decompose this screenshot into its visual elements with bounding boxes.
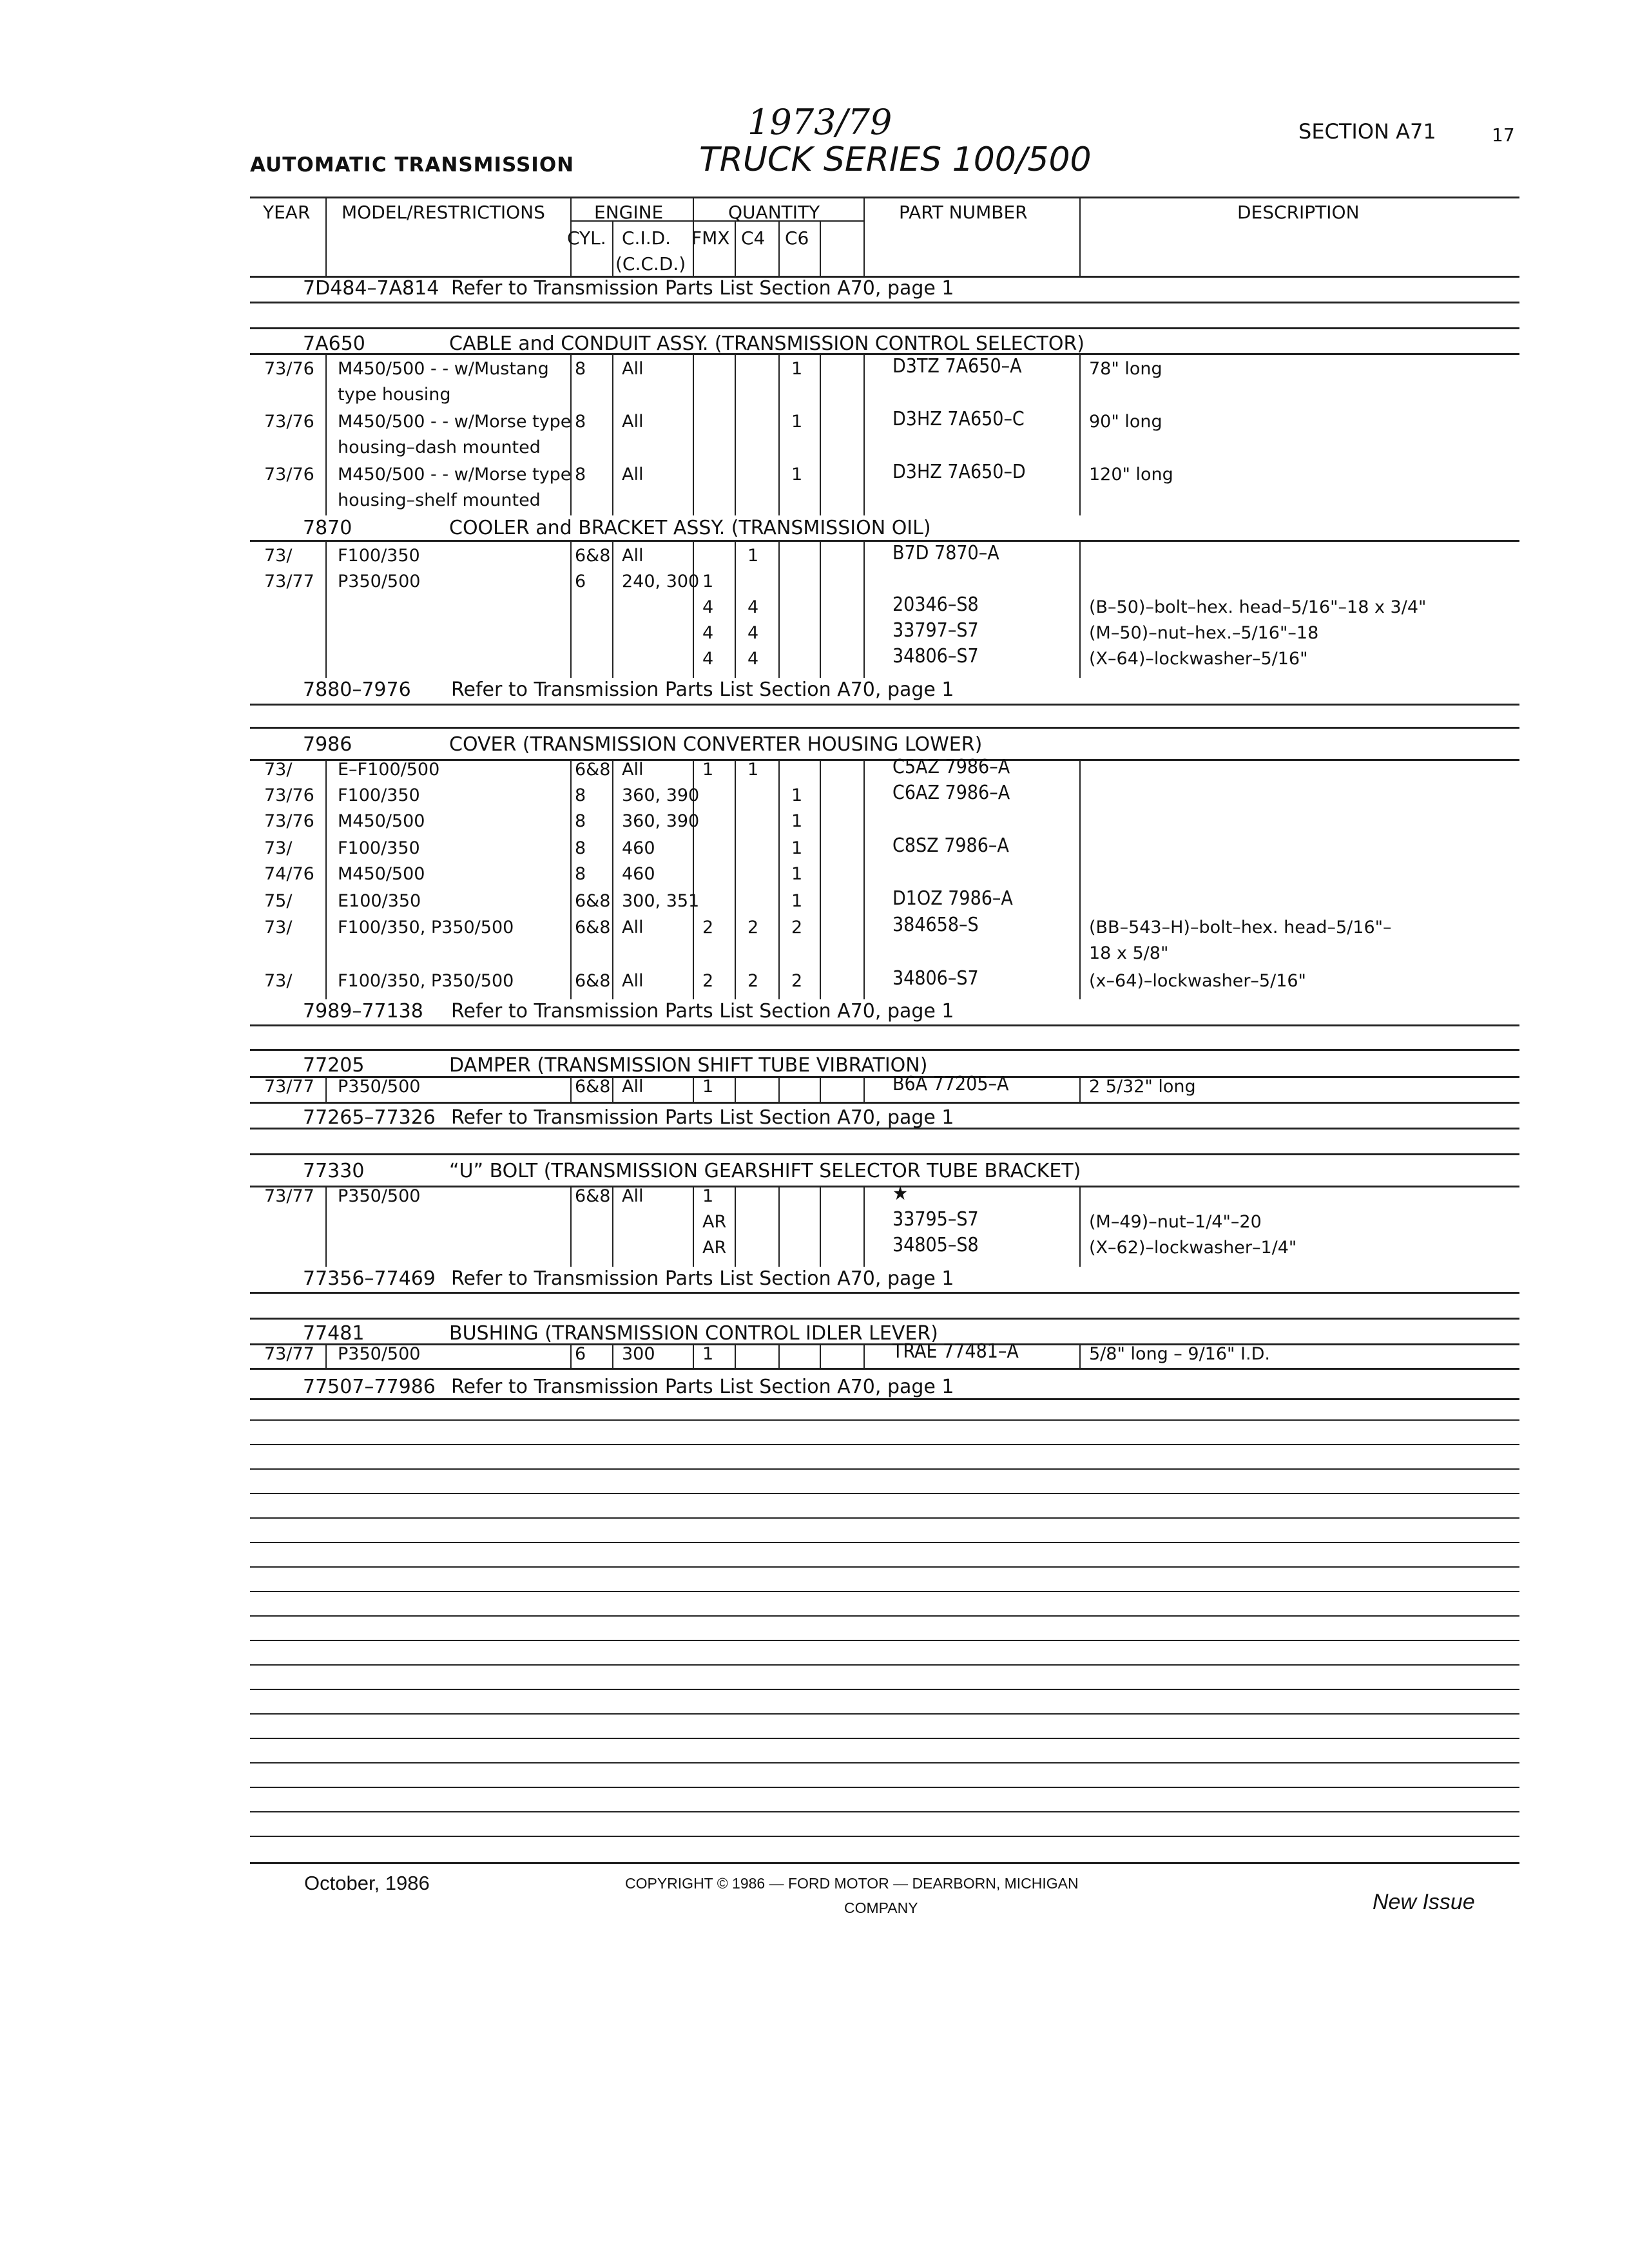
footer-copyright: COPYRIGHT © 1986 — FORD MOTOR — DEARBORN, MICHIGAN <box>625 1875 1079 1892</box>
row-cid: 460 <box>622 864 655 884</box>
row-cyl: 8 <box>575 864 586 884</box>
column-divider <box>693 540 694 678</box>
column-divider <box>1079 1343 1081 1368</box>
column-divider <box>1079 540 1081 678</box>
row-cid: 300, 351 <box>622 891 700 911</box>
section-title: “U” BOLT (TRANSMISSION GEARSHIFT SELECTOR TUBE BRACKET) <box>449 1160 1081 1182</box>
column-divider <box>325 759 327 999</box>
section-code: 77356–77469 <box>303 1267 436 1290</box>
row-year: 73/ <box>264 918 293 937</box>
row-model-cont: type housing <box>338 385 451 405</box>
col-description: DESCRIPTION <box>1237 202 1360 223</box>
row-year: 73/77 <box>264 1186 314 1206</box>
column-divider <box>1079 1186 1081 1267</box>
row-qty-c4: 2 <box>747 971 759 991</box>
row-description: 78" long <box>1089 359 1162 379</box>
row-cyl: 8 <box>575 838 586 858</box>
rule-line <box>250 1444 1519 1445</box>
row-cid: All <box>622 760 644 780</box>
rule-line <box>250 1862 1519 1864</box>
section-title: CABLE and CONDUIT ASSY. (TRANSMISSION CONTROL SELECTOR) <box>449 332 1084 355</box>
rule-line <box>250 1762 1519 1763</box>
document-title: AUTOMATIC TRANSMISSION <box>250 153 575 177</box>
rule-line <box>250 1419 1519 1421</box>
column-divider <box>693 353 694 515</box>
col-part-number: PART NUMBER <box>899 202 1028 223</box>
row-model: M450/500 - - w/Morse type <box>338 465 572 485</box>
row-part-number: C6AZ 7986–A <box>892 782 1010 804</box>
row-year: 73/76 <box>264 359 314 379</box>
row-qty-fmx: 1 <box>702 1186 714 1206</box>
row-cid: 240, 300 <box>622 572 700 591</box>
page-number: 17 <box>1492 124 1515 146</box>
row-cyl: 8 <box>575 465 586 485</box>
row-qty-c6: 1 <box>791 811 803 831</box>
row-description: 5/8" long – 9/16" I.D. <box>1089 1344 1270 1364</box>
row-description: 90" long <box>1089 412 1162 432</box>
row-description: (B–50)–bolt–hex. head–5/16"–18 x 3/4" <box>1089 597 1427 617</box>
row-qty-c4: 4 <box>747 597 759 617</box>
column-divider <box>325 353 327 515</box>
column-divider <box>863 353 865 515</box>
row-qty-fmx: 2 <box>702 918 714 937</box>
column-divider <box>1079 197 1081 276</box>
column-divider <box>693 1343 694 1368</box>
row-cid: All <box>622 465 644 485</box>
rule-line <box>250 1468 1519 1470</box>
rule-line <box>250 1615 1519 1617</box>
row-cid: All <box>622 546 644 566</box>
column-divider <box>778 1076 780 1102</box>
row-part-number: 20346–S8 <box>892 593 979 616</box>
row-model: F100/350 <box>338 785 420 805</box>
row-qty-fmx: 1 <box>702 572 714 591</box>
row-description: 2 5/32" long <box>1089 1077 1196 1097</box>
column-divider <box>570 1343 572 1368</box>
row-cyl: 6 <box>575 1344 586 1364</box>
col-c4: C4 <box>741 227 766 249</box>
footer-company: COMPANY <box>844 1899 918 1916</box>
column-divider <box>612 1076 613 1102</box>
rule-line <box>250 197 1519 198</box>
column-divider <box>612 540 613 678</box>
row-cyl: 6&8 <box>575 760 611 780</box>
rule-line <box>250 1049 1519 1051</box>
row-model-cont: housing–dash mounted <box>338 437 541 457</box>
column-divider <box>325 1076 327 1102</box>
row-qty-c6: 1 <box>791 838 803 858</box>
section-label: SECTION A71 <box>1298 119 1436 144</box>
column-divider <box>863 1186 865 1267</box>
row-cyl: 8 <box>575 412 586 432</box>
row-model: E100/350 <box>338 891 421 911</box>
row-part-number: 34805–S8 <box>892 1234 979 1256</box>
row-cyl: 6&8 <box>575 971 611 991</box>
rule-line <box>250 1493 1519 1494</box>
row-cyl: 6 <box>575 572 586 591</box>
column-divider <box>820 540 821 678</box>
row-qty-fmx: 4 <box>702 649 714 669</box>
row-part-number: D3HZ 7A650–C <box>892 408 1025 430</box>
column-divider <box>325 540 327 678</box>
row-description: (M–50)–nut–hex.–5/16"–18 <box>1089 623 1319 643</box>
section-title: COOLER and BRACKET ASSY. (TRANSMISSION OIL) <box>449 517 931 539</box>
row-description: (x–64)–lockwasher–5/16" <box>1089 971 1306 991</box>
column-divider <box>863 759 865 999</box>
section-code: 7D484–7A814 <box>303 277 439 300</box>
row-qty-fmx: 4 <box>702 623 714 643</box>
column-divider <box>570 1076 572 1102</box>
column-divider <box>612 220 613 276</box>
section-title: Refer to Transmission Parts List Section A70, page 1 <box>451 1267 954 1290</box>
row-qty-fmx: 1 <box>702 1077 714 1097</box>
section-code: 7870 <box>303 517 352 539</box>
rule-line <box>250 540 1519 542</box>
section-title: COVER (TRANSMISSION CONVERTER HOUSING LOWER) <box>449 733 983 756</box>
row-year: 73/76 <box>264 412 314 432</box>
row-year: 73/77 <box>264 1077 314 1097</box>
col-engine: ENGINE <box>594 202 664 223</box>
row-part-number: C8SZ 7986–A <box>892 834 1009 857</box>
section-title: BUSHING (TRANSMISSION CONTROL IDLER LEVER) <box>449 1322 938 1345</box>
row-cid: All <box>622 1186 644 1206</box>
section-code: 7880–7976 <box>303 678 411 701</box>
row-model: P350/500 <box>338 1344 421 1364</box>
row-qty-c6: 1 <box>791 465 803 485</box>
series-title: TRUCK SERIES 100/500 <box>699 140 1092 179</box>
row-description: 120" long <box>1089 465 1173 485</box>
column-divider <box>778 353 780 515</box>
row-model: P350/500 <box>338 1077 421 1097</box>
row-qty-c6: 1 <box>791 891 803 911</box>
rule-line <box>250 1836 1519 1837</box>
column-divider <box>693 1186 694 1267</box>
rule-line <box>250 1542 1519 1543</box>
row-description: (X–62)–lockwasher–1/4" <box>1089 1238 1297 1258</box>
row-part-number: D3HZ 7A650–D <box>892 461 1026 483</box>
row-part-number: 33795–S7 <box>892 1208 979 1231</box>
footer-issue: New Issue <box>1373 1890 1475 1914</box>
column-divider <box>778 540 780 678</box>
row-qty-fmx: AR <box>702 1212 727 1232</box>
row-qty-c4: 4 <box>747 623 759 643</box>
rule-line <box>250 1517 1519 1519</box>
column-divider <box>735 1343 736 1368</box>
section-code: 77330 <box>303 1160 365 1182</box>
row-part-number: B6A 77205–A <box>892 1073 1009 1095</box>
rule-line <box>250 1640 1519 1641</box>
rule-line <box>250 1024 1519 1026</box>
row-qty-fmx: 1 <box>702 760 714 780</box>
row-model: P350/500 <box>338 1186 421 1206</box>
column-divider <box>820 1343 821 1368</box>
section-code: 7989–77138 <box>303 1000 423 1023</box>
section-title: Refer to Transmission Parts List Section A70, page 1 <box>451 1106 954 1129</box>
row-model: M450/500 <box>338 811 425 831</box>
footer-date: October, 1986 <box>304 1872 430 1894</box>
row-qty-fmx: 2 <box>702 971 714 991</box>
row-year: 73/76 <box>264 785 314 805</box>
rule-line <box>250 302 1519 303</box>
year-range: 1973/79 <box>747 102 892 142</box>
row-cyl: 8 <box>575 811 586 831</box>
rule-line <box>250 759 1519 761</box>
row-description: (M–49)–nut–1/4"–20 <box>1089 1212 1262 1232</box>
row-part-number: D1OZ 7986–A <box>892 887 1013 910</box>
row-part-number: TRAE 77481–A <box>892 1340 1019 1363</box>
rule-line <box>250 1566 1519 1568</box>
row-qty-fmx: 1 <box>702 1344 714 1364</box>
row-cyl: 6&8 <box>575 918 611 937</box>
section-code: 77481 <box>303 1322 365 1345</box>
row-model: F100/350, P350/500 <box>338 918 514 937</box>
column-divider <box>570 759 572 999</box>
col-year: YEAR <box>263 202 311 223</box>
row-cid: All <box>622 971 644 991</box>
row-model: M450/500 - - w/Morse type <box>338 412 572 432</box>
column-divider <box>1079 353 1081 515</box>
row-year: 73/76 <box>264 811 314 831</box>
row-cid: All <box>622 918 644 937</box>
row-cid: 460 <box>622 838 655 858</box>
row-description-cont: 18 x 5/8" <box>1089 943 1169 963</box>
section-title: Refer to Transmission Parts List Section A70, page 1 <box>451 1000 954 1023</box>
col-cid: C.I.D. <box>622 227 671 249</box>
rule-line <box>250 1591 1519 1592</box>
rule-line <box>250 1713 1519 1715</box>
rule-line <box>250 1398 1519 1400</box>
row-model: M450/500 - - w/Mustang <box>338 359 549 379</box>
row-qty-c6: 2 <box>791 918 803 937</box>
column-divider <box>735 1186 736 1267</box>
column-divider <box>863 1343 865 1368</box>
section-code: 7986 <box>303 733 352 756</box>
row-cyl: 6&8 <box>575 546 611 566</box>
section-title: Refer to Transmission Parts List Section A70, page 1 <box>451 678 954 701</box>
rule-line <box>250 1102 1519 1104</box>
row-cid: 300 <box>622 1344 655 1364</box>
row-model-cont: housing–shelf mounted <box>338 490 541 510</box>
rule-line <box>250 1738 1519 1739</box>
col-fmx: FMX <box>691 227 730 249</box>
section-code: 7A650 <box>303 332 365 355</box>
row-cyl: 8 <box>575 359 586 379</box>
column-divider <box>820 759 821 999</box>
row-part-number: 34806–S7 <box>892 645 979 668</box>
row-cid: 360, 390 <box>622 811 700 831</box>
row-cid: All <box>622 359 644 379</box>
row-year: 73/ <box>264 971 293 991</box>
column-divider <box>778 1343 780 1368</box>
section-code: 77507–77986 <box>303 1376 436 1398</box>
row-qty-c4: 1 <box>747 546 759 566</box>
row-year: 73/ <box>264 760 293 780</box>
rule-line <box>250 1664 1519 1666</box>
column-divider <box>735 1076 736 1102</box>
row-qty-c6: 1 <box>791 785 803 805</box>
col-c6: C6 <box>785 227 809 249</box>
col-model: MODEL/RESTRICTIONS <box>342 202 545 223</box>
rule-line <box>250 1787 1519 1788</box>
column-divider <box>820 1186 821 1267</box>
rule-line <box>250 1811 1519 1812</box>
column-divider <box>735 353 736 515</box>
column-divider <box>863 197 865 276</box>
row-description: (X–64)–lockwasher–5/16" <box>1089 649 1308 669</box>
row-year: 73/77 <box>264 572 314 591</box>
rule-line <box>250 1186 1519 1187</box>
row-cyl: 6&8 <box>575 1186 611 1206</box>
row-model: F100/350 <box>338 838 420 858</box>
row-cid: All <box>622 1077 644 1097</box>
row-cid: All <box>622 412 644 432</box>
row-model: E–F100/500 <box>338 760 440 780</box>
row-year: 75/ <box>264 891 293 911</box>
section-code: 77205 <box>303 1054 365 1077</box>
column-divider <box>325 197 327 276</box>
row-model: F100/350 <box>338 546 420 566</box>
row-cyl: 6&8 <box>575 891 611 911</box>
column-divider <box>325 1186 327 1267</box>
col-ccd: (C.C.D.) <box>615 253 686 274</box>
row-qty-c4: 1 <box>747 760 759 780</box>
column-divider <box>778 220 780 276</box>
column-divider <box>820 220 821 276</box>
row-year: 73/ <box>264 838 293 858</box>
column-divider <box>820 1076 821 1102</box>
row-year: 73/77 <box>264 1344 314 1364</box>
row-part-number: 34806–S7 <box>892 967 979 990</box>
row-part-number: C5AZ 7986–A <box>892 756 1010 778</box>
row-qty-c6: 1 <box>791 864 803 884</box>
column-divider <box>693 1076 694 1102</box>
row-year: 74/76 <box>264 864 314 884</box>
rule-line <box>250 1689 1519 1690</box>
column-divider <box>778 759 780 999</box>
row-part-number: 33797–S7 <box>892 619 979 642</box>
rule-line <box>250 727 1519 729</box>
column-divider <box>820 353 821 515</box>
section-title: Refer to Transmission Parts List Section A70, page 1 <box>451 1376 954 1398</box>
column-divider <box>570 540 572 678</box>
column-divider <box>612 1186 613 1267</box>
column-divider <box>863 1076 865 1102</box>
column-divider <box>612 353 613 515</box>
column-divider <box>735 540 736 678</box>
row-part-number: B7D 7870–A <box>892 542 999 564</box>
row-model: P350/500 <box>338 572 421 591</box>
column-divider <box>735 759 736 999</box>
column-divider <box>325 1343 327 1368</box>
row-cyl: 6&8 <box>575 1077 611 1097</box>
row-qty-fmx: AR <box>702 1238 727 1258</box>
column-divider <box>1079 759 1081 999</box>
row-part-number: 384658–S <box>892 914 979 936</box>
col-cyl: CYL. <box>567 227 606 249</box>
section-code: 77265–77326 <box>303 1106 436 1129</box>
rule-line <box>250 1153 1519 1155</box>
column-divider <box>570 1186 572 1267</box>
row-cid: 360, 390 <box>622 785 700 805</box>
column-divider <box>778 1186 780 1267</box>
row-qty-c4: 4 <box>747 649 759 669</box>
rule-line <box>250 1292 1519 1294</box>
row-qty-c4: 2 <box>747 918 759 937</box>
column-divider <box>1079 1076 1081 1102</box>
row-qty-fmx: 4 <box>702 597 714 617</box>
column-divider <box>612 759 613 999</box>
column-divider <box>612 1343 613 1368</box>
col-quantity: QUANTITY <box>728 202 820 223</box>
rule-line <box>250 1318 1519 1320</box>
row-year: 73/ <box>264 546 293 566</box>
row-cyl: 8 <box>575 785 586 805</box>
row-model: F100/350, P350/500 <box>338 971 514 991</box>
column-divider <box>735 220 736 276</box>
row-year: 73/76 <box>264 465 314 485</box>
section-title: DAMPER (TRANSMISSION SHIFT TUBE VIBRATION) <box>449 1054 928 1077</box>
row-model: M450/500 <box>338 864 425 884</box>
row-qty-c6: 1 <box>791 359 803 379</box>
column-divider <box>863 540 865 678</box>
row-description: (BB–543–H)–bolt–hex. head–5/16"– <box>1089 918 1392 937</box>
row-qty-c6: 1 <box>791 412 803 432</box>
section-title: Refer to Transmission Parts List Section A70, page 1 <box>451 277 954 300</box>
rule-line <box>250 327 1519 329</box>
row-qty-c6: 2 <box>791 971 803 991</box>
row-part-number: D3TZ 7A650–A <box>892 355 1022 378</box>
row-part-number: ★ <box>892 1182 909 1205</box>
column-divider <box>570 353 572 515</box>
rule-line <box>250 704 1519 706</box>
rule-line <box>250 1368 1519 1370</box>
